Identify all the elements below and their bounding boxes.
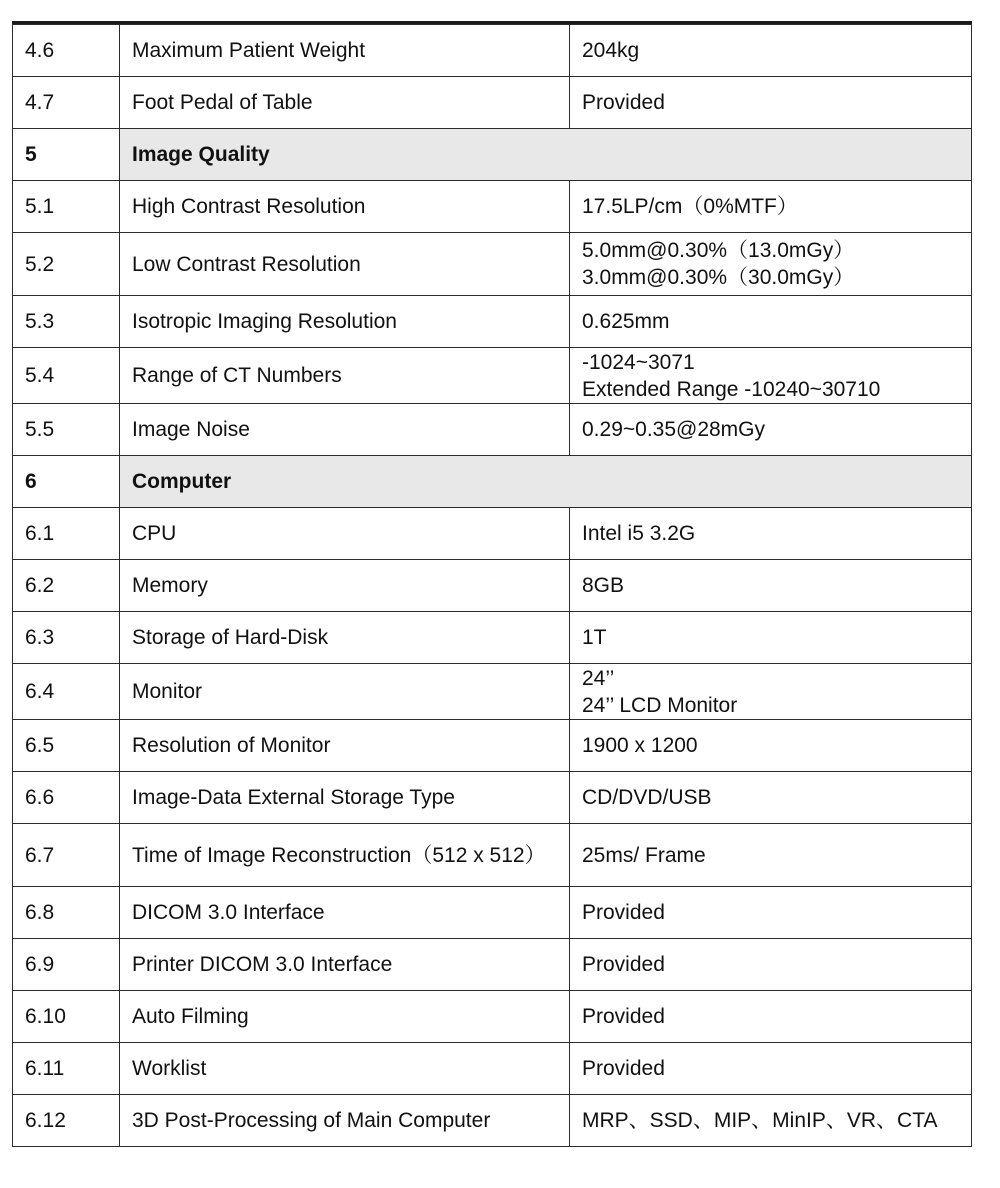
item-name: Foot Pedal of Table xyxy=(120,77,570,129)
item-value-line: 5.0mm@0.30%（13.0mGy） xyxy=(582,239,855,262)
item-name: Resolution of Monitor xyxy=(120,720,570,772)
item-value-line: Extended Range -10240~30710 xyxy=(582,377,881,401)
table-row xyxy=(13,181,972,233)
item-number: 6.12 xyxy=(13,1095,120,1147)
item-number: 6.1 xyxy=(13,508,120,560)
table-row xyxy=(13,233,972,296)
item-name: Time of Image Reconstruction（512 x 512） xyxy=(120,824,570,887)
item-name: Image Noise xyxy=(120,404,570,456)
table-row xyxy=(13,404,972,456)
item-value: Provided xyxy=(570,939,972,991)
item-number: 4.6 xyxy=(13,25,120,77)
item-name: 3D Post-Processing of Main Computer xyxy=(120,1095,570,1147)
table-row xyxy=(13,991,972,1043)
table-row xyxy=(13,612,972,664)
item-value: 1900 x 1200 xyxy=(570,720,972,772)
item-value: Provided xyxy=(570,1043,972,1095)
item-name: Monitor xyxy=(120,664,570,720)
table-row xyxy=(13,664,972,720)
item-name: Range of CT Numbers xyxy=(120,348,570,404)
item-name: Isotropic Imaging Resolution xyxy=(120,296,570,348)
item-name: Storage of Hard-Disk xyxy=(120,612,570,664)
item-number: 5.1 xyxy=(13,181,120,233)
item-number: 5.4 xyxy=(13,348,120,404)
item-value: 1T xyxy=(570,612,972,664)
table-row xyxy=(13,25,972,77)
item-name: Image-Data External Storage Type xyxy=(120,772,570,824)
item-value: Provided xyxy=(570,991,972,1043)
item-number: 6.7 xyxy=(13,824,120,887)
item-value: CD/DVD/USB xyxy=(570,772,972,824)
table-row xyxy=(13,824,972,887)
table-row xyxy=(13,77,972,129)
item-number: 6.10 xyxy=(13,991,120,1043)
item-value xyxy=(570,233,972,296)
item-name: Maximum Patient Weight xyxy=(120,25,570,77)
item-value: 25ms/ Frame xyxy=(570,824,972,887)
item-value xyxy=(570,348,972,404)
item-value: 17.5LP/cm（0%MTF） xyxy=(570,181,972,233)
item-value: 204kg xyxy=(570,25,972,77)
section-number: 5 xyxy=(13,129,120,181)
table-row xyxy=(13,887,972,939)
section-title: Computer xyxy=(120,456,972,508)
item-number: 6.3 xyxy=(13,612,120,664)
item-value: Provided xyxy=(570,77,972,129)
item-name: Memory xyxy=(120,560,570,612)
item-value-line: -1024~3071 xyxy=(582,350,695,374)
item-number: 6.9 xyxy=(13,939,120,991)
item-name: High Contrast Resolution xyxy=(120,181,570,233)
item-name: Low Contrast Resolution xyxy=(120,233,570,296)
section-number: 6 xyxy=(13,456,120,508)
spec-table xyxy=(12,24,972,1147)
item-value-line: 3.0mm@0.30%（30.0mGy） xyxy=(582,266,855,289)
item-value-line: 24’’ xyxy=(582,666,615,690)
item-value: Provided xyxy=(570,887,972,939)
section-row-image-quality xyxy=(13,129,972,181)
item-number: 6.8 xyxy=(13,887,120,939)
item-number: 5.5 xyxy=(13,404,120,456)
item-number: 6.6 xyxy=(13,772,120,824)
item-value: MRP、SSD、MIP、MinIP、VR、CTA xyxy=(570,1095,972,1147)
item-name: Printer DICOM 3.0 Interface xyxy=(120,939,570,991)
item-name: CPU xyxy=(120,508,570,560)
item-value xyxy=(570,664,972,720)
table-row xyxy=(13,348,972,404)
table-row xyxy=(13,1043,972,1095)
item-number: 6.4 xyxy=(13,664,120,720)
item-number: 5.2 xyxy=(13,233,120,296)
item-value: 0.29~0.35@28mGy xyxy=(570,404,972,456)
item-name: Auto Filming xyxy=(120,991,570,1043)
table-row xyxy=(13,1095,972,1147)
table-row xyxy=(13,772,972,824)
item-value: 0.625mm xyxy=(570,296,972,348)
item-number: 4.7 xyxy=(13,77,120,129)
item-number: 5.3 xyxy=(13,296,120,348)
table-row xyxy=(13,720,972,772)
section-row-computer xyxy=(13,456,972,508)
table-row xyxy=(13,560,972,612)
section-title: Image Quality xyxy=(120,129,972,181)
item-value: Intel i5 3.2G xyxy=(570,508,972,560)
item-number: 6.2 xyxy=(13,560,120,612)
item-name: Worklist xyxy=(120,1043,570,1095)
table-row xyxy=(13,508,972,560)
item-number: 6.11 xyxy=(13,1043,120,1095)
table-row xyxy=(13,296,972,348)
item-value: 8GB xyxy=(570,560,972,612)
item-name: DICOM 3.0 Interface xyxy=(120,887,570,939)
item-number: 6.5 xyxy=(13,720,120,772)
item-value-line: 24’’ LCD Monitor xyxy=(582,693,738,717)
table-row xyxy=(13,939,972,991)
